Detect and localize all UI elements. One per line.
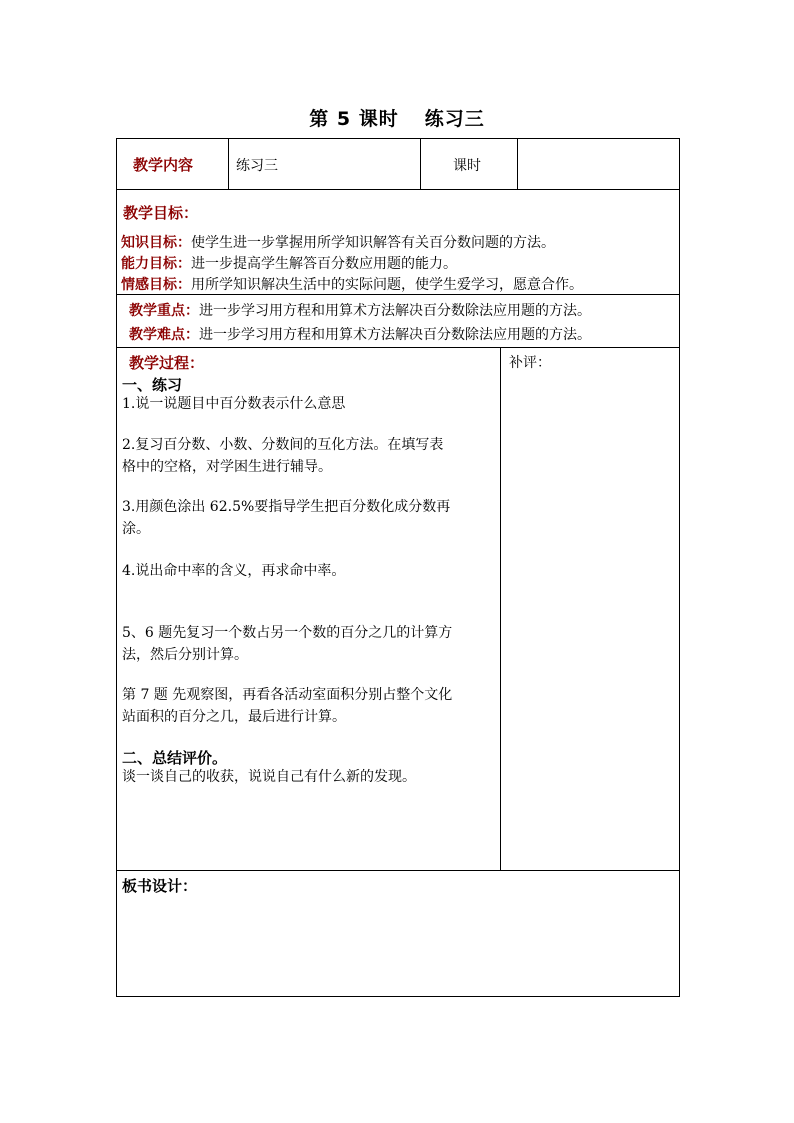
process-section — [116, 347, 680, 871]
difficult-point: 教学难点：进一步学习用方程和用算术方法解决百分数除法应用题的方法。 — [129, 327, 591, 343]
process-item-5b: 法，然后分别计算。 — [122, 647, 248, 663]
supplement-label: 补评： — [509, 355, 551, 371]
page-title — [0, 104, 794, 131]
process-item-3a: 3.用颜色涂出 62.5%要指导学生把百分数化成分数再 — [122, 499, 451, 515]
objective-emotion: 情感目标：用所学知识解决生活中的实际问题，使学生爱学习，愿意合作。 — [121, 277, 583, 293]
objectives-heading: 教学目标： — [123, 204, 199, 222]
process-item-5a: 5、6 题先复习一个数占另一个数的百分之几的计算方 — [122, 625, 453, 641]
key-points-section — [116, 294, 680, 348]
section-practice: 一、练习 — [122, 376, 183, 394]
section-summary: 二、总结评价。 — [122, 749, 228, 767]
lesson-name: 练习三 — [424, 108, 485, 130]
process-item-1: 1.说一说题目中百分数表示什么意思 — [122, 396, 346, 412]
process-item-7: 谈一谈自己的收获，说说自己有什么新的发现。 — [122, 769, 416, 785]
objectives-section — [116, 189, 680, 295]
objective-ability: 能力目标：进一步提高学生解答百分数应用题的能力。 — [121, 256, 457, 272]
process-item-4: 4.说出命中率的含义，再求命中率。 — [122, 563, 346, 579]
process-item-6a: 第 7 题 先观察图，再看各活动室面积分别占整个文化 — [122, 687, 453, 703]
board-design-label: 板书设计： — [122, 877, 198, 895]
process-item-2b: 格中的空格，对学困生进行辅导。 — [122, 459, 332, 475]
content-label: 教学内容 — [133, 156, 194, 174]
process-item-3b: 涂。 — [122, 521, 150, 537]
content-value: 练习三 — [236, 158, 278, 174]
objective-knowledge: 知识目标：使学生进一步掌握用所学知识解答有关百分数问题的方法。 — [121, 235, 555, 251]
header-row — [116, 138, 680, 190]
process-heading: 教学过程： — [129, 354, 205, 372]
board-design-section — [116, 870, 680, 997]
key-point: 教学重点：进一步学习用方程和用算术方法解决百分数除法应用题的方法。 — [129, 303, 591, 319]
process-item-2a: 2.复习百分数、小数、分数间的互化方法。在填写表 — [122, 437, 444, 453]
period-label: 课时 — [453, 158, 481, 174]
lesson-number: 第 5 课时 — [309, 108, 399, 130]
process-item-6b: 站面积的百分之几，最后进行计算。 — [122, 709, 346, 725]
